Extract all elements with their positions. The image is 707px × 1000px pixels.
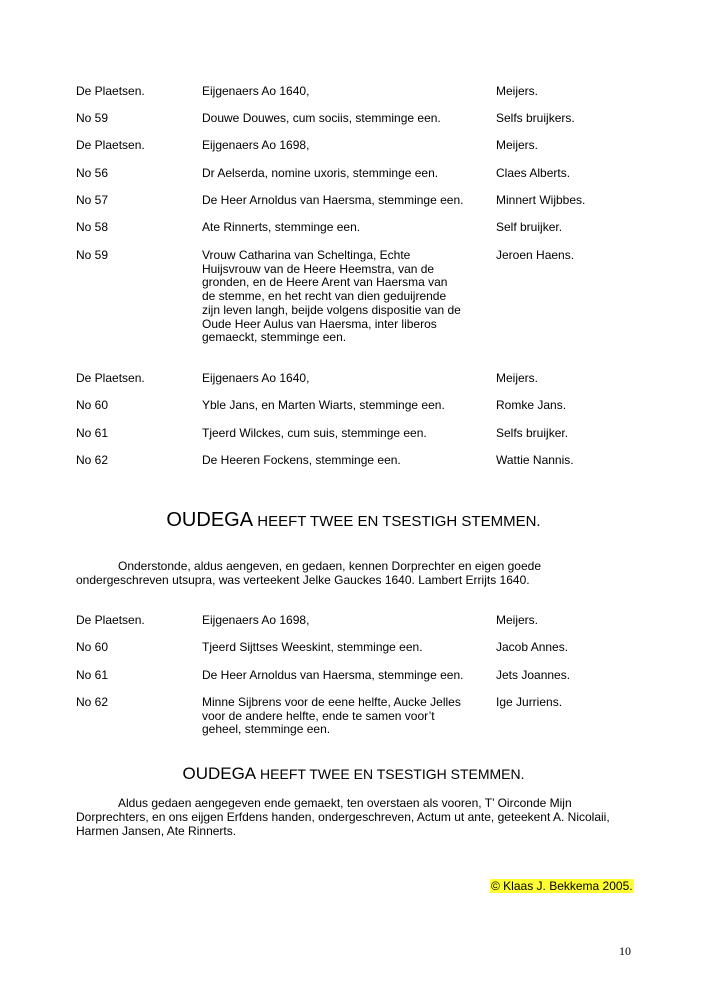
owner-entry: Eijgenaers Ao 1640,	[202, 371, 310, 385]
owner-entry: Douwe Douwes, cum sociis, stemminge een.	[202, 111, 441, 125]
plot-number: De Plaetsen.	[76, 613, 145, 627]
plot-number: No 62	[76, 453, 109, 467]
tenant-name: Romke Jans.	[496, 398, 567, 412]
plot-number: De Plaetsen.	[76, 84, 145, 98]
owner-entry: Tjeerd Wilckes, cum suis, stemminge een.	[202, 426, 427, 440]
owner-entry: De Heeren Fockens, stemminge een.	[202, 453, 401, 467]
plot-number: No 59	[76, 111, 109, 125]
tenant-name: Minnert Wijbbes.	[496, 193, 586, 207]
tenant-name: Self bruijker.	[496, 220, 563, 234]
owner-entry: Eijgenaers Ao 1640,	[202, 84, 310, 98]
tenant-name: Claes Alberts.	[496, 166, 571, 180]
tenant-name: Jacob Annes.	[496, 640, 569, 654]
tenant-name: Selfs bruijkers.	[496, 111, 575, 125]
plot-number: No 61	[76, 426, 109, 440]
owner-entry: Dr Aelserda, nomine uxoris, stemminge een.	[202, 166, 439, 180]
plot-number: No 60	[76, 398, 109, 412]
owner-entry: Yble Jans, en Marten Wiarts, stemminge een.	[202, 398, 445, 412]
owner-entry: Eijgenaers Ao 1698,	[202, 613, 310, 627]
copyright-notice: © Klaas J. Bekkema 2005.	[491, 879, 633, 893]
owner-entry: Tjeerd Sijttses Weeskint, stemminge een.	[202, 640, 423, 654]
section-heading	[0, 509, 707, 532]
owner-entry: Minne Sijbrens voor de eene helfte, Aucke Jelles voor de andere helfte, ende te samen voor’t geheel, stemminge een.	[202, 695, 461, 737]
plot-number: No 60	[76, 640, 109, 654]
paragraph: Aldus gedaen aengegeven ende gemaekt, ten overstaen als vooren, T’ Oirconde Mijn Dorprechters, en ons eijgen Erfdens handen, ondergeschreven, Actum ut ante, geteekent A. Nicolaii, Harmen Jansen, Ate Rinnerts.	[76, 796, 610, 838]
plot-number: No 56	[76, 166, 109, 180]
tenant-name: Wattie Nannis.	[496, 453, 574, 467]
tenant-name: Jets Joannes.	[496, 668, 571, 682]
paragraph: Onderstonde, aldus aengeven, en gedaen, kennen Dorprechter en eigen goede ondergeschreven utsupra, was verteekent Jelke Gauckes 1640. Lambert Errijts 1640.	[76, 559, 541, 587]
tenant-name: Meijers.	[496, 371, 539, 385]
plot-number: De Plaetsen.	[76, 138, 145, 152]
section-heading	[0, 764, 707, 784]
tenant-name: Meijers.	[496, 84, 539, 98]
owner-entry: Ate Rinnerts, stemminge een.	[202, 220, 361, 234]
owner-entry: De Heer Arnoldus van Haersma, stemminge een.	[202, 668, 464, 682]
village-name: OUDEGA	[166, 509, 254, 531]
plot-number: No 62	[76, 695, 109, 709]
tenant-name: Meijers.	[496, 613, 539, 627]
tenant-name: Ige Jurriens.	[496, 695, 563, 709]
plot-number: No 61	[76, 668, 109, 682]
heading-text: HEEFT TWEE EN TSESTIGH STEMMEN.	[253, 513, 541, 530]
heading-text: HEEFT TWEE EN TSESTIGH STEMMEN.	[256, 766, 525, 782]
owner-entry: Vrouw Catharina van Scheltinga, Echte Huijsvrouw van de Heere Heemstra, van de gronden, en de Heere Arent van Haersma van de stemme, en het recht van dien geduijrende zijn leven langh, beijde volgens dispositie van de Oude Heer Aulus van Haersma, inter liberos gemaeckt, stemminge een.	[202, 248, 461, 345]
owner-entry: De Heer Arnoldus van Haersma, stemminge een.	[202, 193, 464, 207]
tenant-name: Jeroen Haens.	[496, 248, 575, 262]
tenant-name: Meijers.	[496, 138, 539, 152]
plot-number: No 59	[76, 248, 109, 262]
village-name: OUDEGA	[182, 764, 257, 783]
plot-number: No 57	[76, 193, 109, 207]
tenant-name: Selfs bruijker.	[496, 426, 569, 440]
plot-number: No 58	[76, 220, 109, 234]
owner-entry: Eijgenaers Ao 1698,	[202, 138, 310, 152]
page-number: 10	[619, 944, 631, 958]
plot-number: De Plaetsen.	[76, 371, 145, 385]
